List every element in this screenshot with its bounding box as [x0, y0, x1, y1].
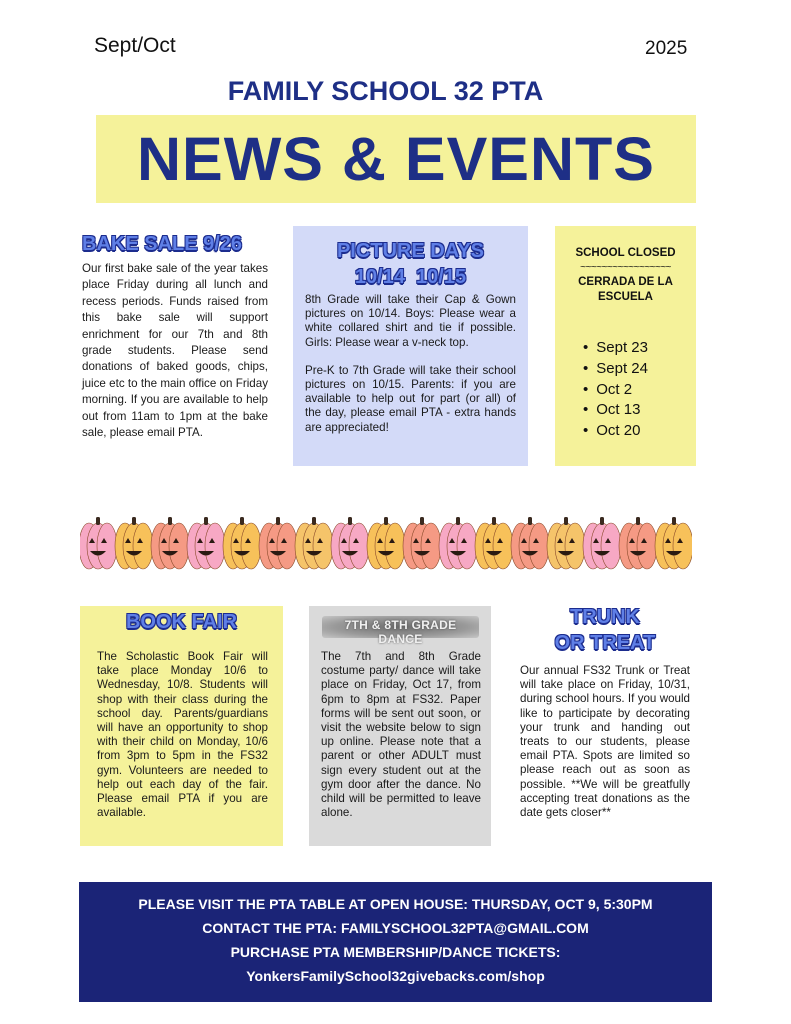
- dance-body: The 7th and 8th Grade costume party/ dance will take place on Friday, Oct 17, from 6pm to 8pm at FS32. Paper forms will be sent out soon, or visit the website below to sign up online. Please note that a parent or other ADULT must sign every student out at the gym door after the dance. No child will be permitted to leave alone.: [321, 650, 481, 820]
- trunk-or-treat-title: [520, 604, 690, 656]
- pumpkin-icon: [331, 517, 369, 569]
- picture-days-para1: 8th Grade will take their Cap & Gown pictures on 10/14. Boys: Please wear a white collared shirt and tie if possible. Girls: Please wear a v-neck top.: [305, 293, 516, 349]
- dance-title: 7TH & 8TH GRADE DANCE: [344, 618, 457, 646]
- picture-days-body: [305, 293, 516, 449]
- trunk-title-line1: TRUNK: [570, 606, 640, 628]
- closed-date: • Sept 23: [583, 338, 648, 359]
- contact-line: CONTACT THE PTA: FAMILYSCHOOL32PTA@GMAIL.COM: [202, 920, 589, 936]
- closed-date: • Oct 2: [583, 380, 648, 401]
- pumpkin-icon: [259, 517, 297, 569]
- picture-days-title-line1: PICTURE DAYS: [336, 240, 485, 262]
- school-closed-subtitle: CERRADA DE LA ESCUELA: [578, 276, 673, 303]
- pumpkin-icon: [80, 517, 117, 569]
- issue-year: 2025: [645, 38, 688, 59]
- school-closed-title: SCHOOL CLOSED: [575, 247, 676, 259]
- issue-month: Sept/Oct: [94, 34, 176, 57]
- shop-url-link[interactable]: YonkersFamilySchool32givebacks.com/shop: [246, 968, 545, 984]
- pumpkin-icon: [115, 517, 153, 569]
- pumpkin-border: [80, 508, 692, 572]
- pumpkin-icon: [475, 517, 513, 569]
- school-closed-divider: ~~~~~~~~~~~~~~~~~: [580, 262, 671, 273]
- trunk-or-treat-body: Our annual FS32 Trunk or Treat will take place on Friday, 10/31, during school hours. If you would like to participate by decorating your trunk and handing out treats to our students, please email PTA. Spots are limited so please reach out as soon as possible. **We will be greatfully accepting treat donations as the date gets closer**: [520, 664, 690, 820]
- pumpkin-icon: [295, 517, 333, 569]
- picture-days-title-line2: 10/14 10/15: [354, 266, 467, 288]
- pumpkin-icon: [367, 517, 405, 569]
- pumpkin-icon: [187, 517, 225, 569]
- bake-sale-body: Our first bake sale of the year takes place Friday during all lunch and recess periods. Funds raised from this bake sale will support enrichment for our 7th and 8th grade students. Please send donations of baked goods, chips, juice etc to the main office on Friday morning. If you are available to help out from 11am to 1pm at the bake sale, please email PTA.: [82, 262, 268, 440]
- pumpkin-icon: [547, 517, 585, 569]
- closed-date: • Oct 13: [583, 400, 648, 421]
- bake-sale-title: BAKE SALE 9/26: [82, 233, 243, 255]
- trunk-title-line2: OR TREAT: [554, 632, 656, 654]
- pumpkin-icon: [403, 517, 441, 569]
- closed-date: • Sept 24: [583, 359, 648, 380]
- pumpkin-icon: [223, 517, 261, 569]
- book-fair-body: The Scholastic Book Fair will take place Monday 10/6 to Wednesday, 10/8. Students will shop with their class during the school day. Parents/guardians will have an opportunity to shop with their child on Monday, 10/6 from 3pm to 5pm in the FS32 gym. Volunteers are needed to help out each day of the fair. Please email PTA if you are available.: [97, 650, 268, 820]
- closed-dates-list: [583, 338, 648, 442]
- open-house-line: PLEASE VISIT THE PTA TABLE AT OPEN HOUSE: THURSDAY, OCT 9, 5:30PM: [138, 896, 653, 912]
- pumpkin-icon: [655, 517, 692, 569]
- picture-days-title: [293, 238, 528, 290]
- banner-title: NEWS & EVENTS: [136, 125, 655, 193]
- pumpkin-icon: [511, 517, 549, 569]
- picture-days-para2: Pre-K to 7th Grade will take their school pictures on 10/15. Parents: if you are available to help out for part (or all) of the day, please email PTA - extra hands are appreciated!: [305, 363, 516, 434]
- org-title: FAMILY SCHOOL 32 PTA: [227, 76, 544, 106]
- pumpkin-icon: [151, 517, 189, 569]
- book-fair-title: BOOK FAIR: [125, 611, 238, 633]
- title-banner: [96, 115, 696, 203]
- closed-date: • Oct 20: [583, 421, 648, 442]
- pumpkin-icon: [619, 517, 657, 569]
- pumpkin-icon: [583, 517, 621, 569]
- membership-line: PURCHASE PTA MEMBERSHIP/DANCE TICKETS:: [230, 944, 561, 960]
- pumpkin-icon: [439, 517, 477, 569]
